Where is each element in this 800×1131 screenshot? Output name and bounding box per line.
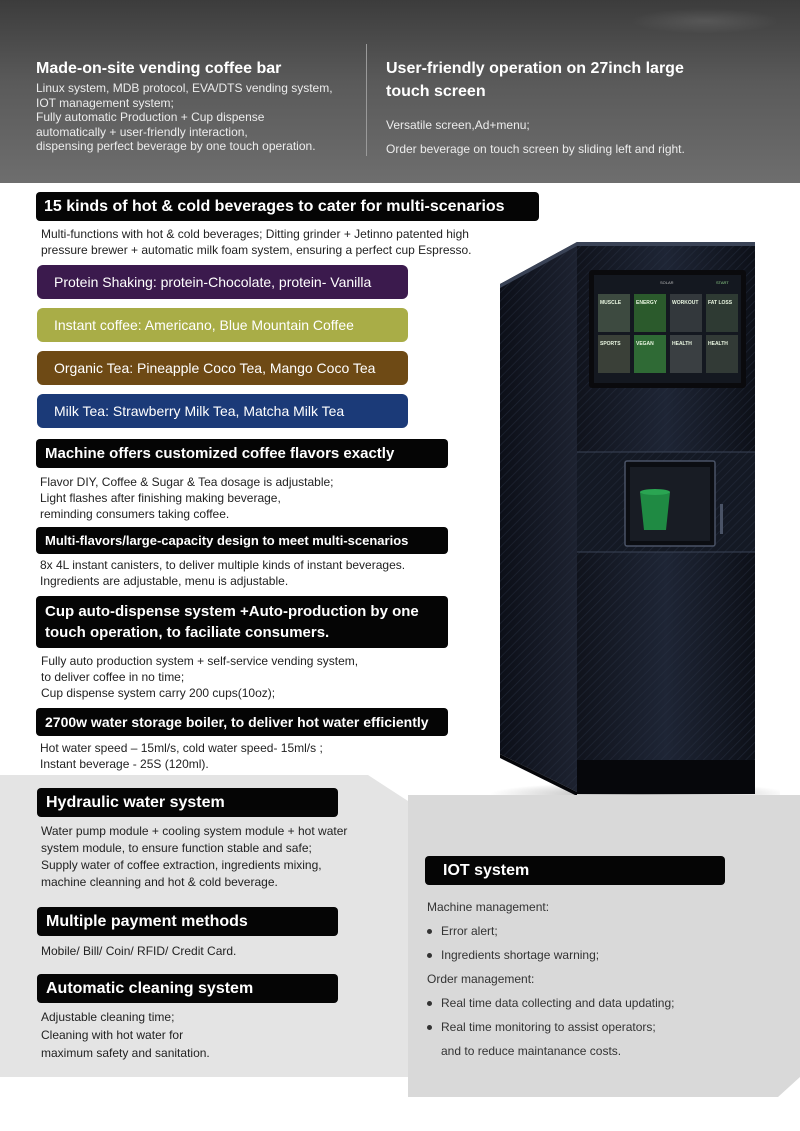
feature-heading-multi-flavors: Multi-flavors/large-capacity design to meet multi-scenarios	[36, 527, 448, 554]
iot-bullet-text: Error alert;	[441, 924, 498, 938]
header-left-body: Linux system, MDB protocol, EVA/DTS vending system, IOT management system; Fully automatic Production + Cup dispense automatically + user-friendly interaction, dispensing perfect beverage by one touch operation.	[36, 81, 333, 153]
header-left-title: Made-on-site vending coffee bar	[36, 60, 282, 77]
header-banner	[0, 0, 800, 183]
screen-brand: SOLAR	[660, 280, 674, 285]
screen-tile-label-6: VEGAN	[636, 341, 654, 347]
feature-heading-custom-flavors: Machine offers customized coffee flavors exactly	[36, 439, 448, 468]
screen-tile-label-2: ENERGY	[636, 300, 658, 306]
header-divider	[366, 44, 367, 156]
cleaning-heading: Automatic cleaning system	[37, 974, 338, 1003]
payment-heading: Multiple payment methods	[37, 907, 338, 936]
iot-order-management: Order management:	[427, 972, 535, 986]
hydraulic-body: Water pump module + cooling system module + hot water system module, to ensure function stable and safe; Supply water of coffee extraction, ingredients mixing, machine cleanning and hot & cold beverage.	[41, 824, 348, 889]
iot-order-tail: and to reduce maintanance costs.	[441, 1044, 622, 1058]
iot-bullet-data-collecting	[427, 996, 675, 1010]
door-handle	[720, 504, 723, 534]
feature-body-boiler: Hot water speed – 15ml/s, cold water speed- 15ml/s ; Instant beverage - 25S (120ml).	[40, 741, 323, 771]
iot-bullet-text: Real time monitoring to assist operators;	[441, 1020, 656, 1034]
screen-tile-label-3: WORKOUT	[672, 300, 699, 306]
screen-tile-label-4: FAT LOSS	[708, 300, 733, 306]
screen-tile-label-7: HEALTH	[672, 341, 692, 347]
category-organic-tea: Organic Tea: Pineapple Coco Tea, Mango Coco Tea	[37, 351, 408, 385]
feature-heading-cup-dispense: Cup auto-dispense system +Auto-production by one touch operation, to faciliate consumers.	[36, 596, 448, 648]
header-glare	[630, 8, 780, 34]
hydraulic-heading: Hydraulic water system	[37, 788, 338, 817]
iot-heading: IOT system	[425, 856, 725, 885]
screen-tile-label-1: MUSCLE	[600, 300, 622, 306]
category-milk-tea: Milk Tea: Strawberry Milk Tea, Matcha Milk Tea	[37, 394, 408, 428]
category-protein-shaking: Protein Shaking: protein-Chocolate, protein- Vanilla	[37, 265, 408, 299]
feature-heading-boiler: 2700w water storage boiler, to deliver hot water efficiently	[36, 708, 448, 736]
screen-tile-label-5: SPORTS	[600, 341, 621, 347]
vending-machine-illustration	[480, 236, 780, 806]
machine-base	[577, 760, 755, 794]
iot-bullet-error-alert	[427, 924, 498, 938]
feature-body-cup-dispense: Fully auto production system + self-service vending system, to deliver coffee in no time; Cup dispense system carry 200 cups(10oz);	[41, 654, 359, 700]
bullet-dot	[427, 1001, 432, 1006]
payment-body: Mobile/ Bill/ Coin/ RFID/ Credit Card.	[41, 944, 237, 958]
header-right-line-1: Versatile screen,Ad+menu;	[386, 118, 530, 132]
green-cup-icon	[640, 492, 670, 530]
bullet-dot	[427, 929, 432, 934]
feature-body-custom-flavors: Flavor DIY, Coffee & Sugar & Tea dosage is adjustable; Light flashes after finishing making beverage, reminding consumers taking coffee.	[40, 475, 334, 521]
iot-bullet-text: Ingredients shortage warning;	[441, 948, 600, 962]
bullet-dot	[427, 1025, 432, 1030]
cleaning-body: Adjustable cleaning time; Cleaning with hot water for maximum safety and sanitation.	[41, 1010, 210, 1060]
header-left-column	[36, 59, 358, 154]
bullet-dot	[427, 953, 432, 958]
header-right-column	[386, 57, 786, 157]
iot-machine-management: Machine management:	[427, 900, 550, 914]
beverages-heading: 15 kinds of hot & cold beverages to cater for multi-scenarios	[36, 192, 539, 221]
iot-bullet-monitoring	[427, 1020, 656, 1034]
iot-bullet-text: Real time data collecting and data updating;	[441, 996, 675, 1010]
header-right-title: User-friendly operation on 27inch large touch screen	[386, 60, 684, 100]
iot-bullet-shortage	[427, 948, 599, 962]
category-instant-coffee: Instant coffee: Americano, Blue Mountain Coffee	[37, 308, 408, 342]
feature-body-multi-flavors: 8x 4L instant canisters, to deliver multiple kinds of instant beverages. Ingredients are adjustable, menu is adjustable.	[40, 558, 406, 588]
screen-tile-label-8: HEALTH	[708, 341, 728, 347]
header-right-line-2: Order beverage on touch screen by sliding left and right.	[386, 142, 685, 156]
beverages-description: Multi-functions with hot & cold beverages; Ditting grinder + Jetinno patented high pressure brewer + automatic milk foam system, ensuring a perfect cup Espresso.	[41, 227, 472, 257]
screen-start-label: START	[716, 280, 729, 285]
